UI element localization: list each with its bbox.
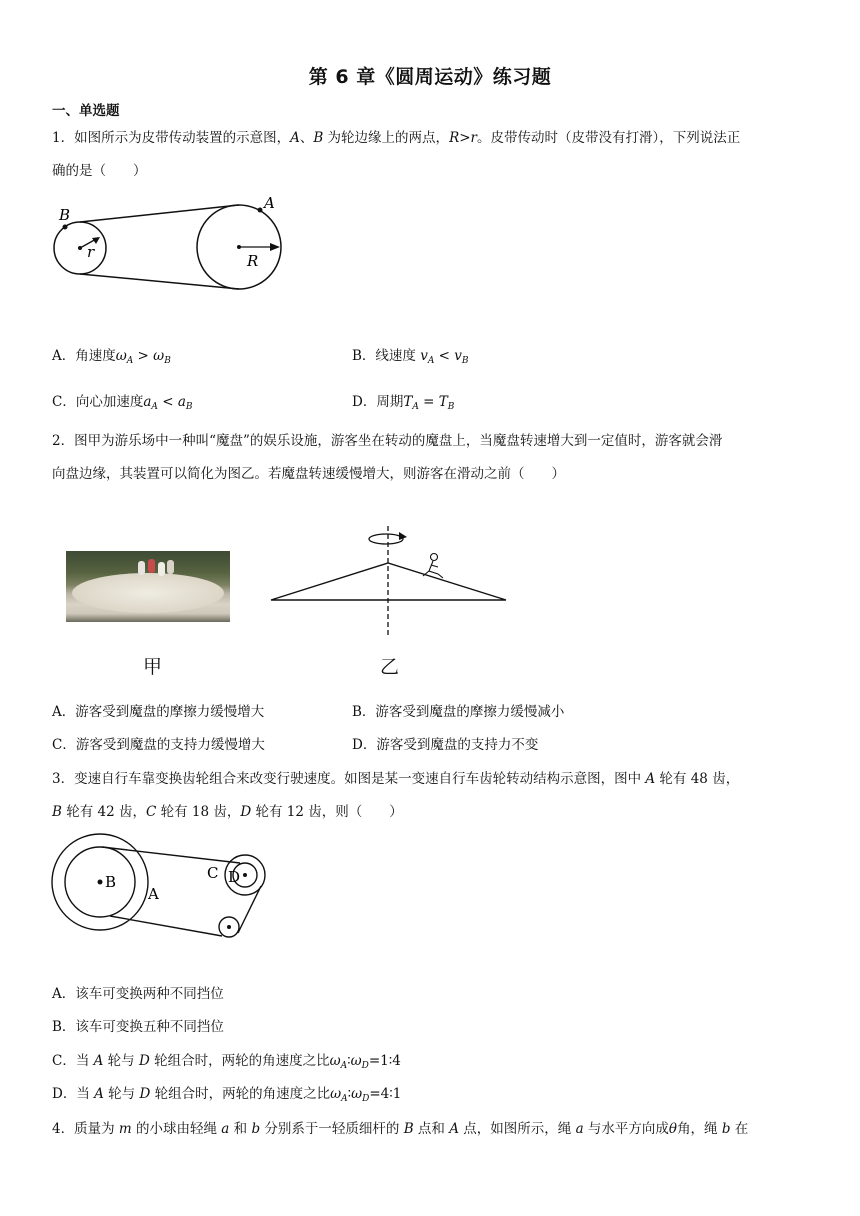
q4-stem-line1: 4．质量为 m 的小球由轻绳 a 和 b 分别系于一轻质细杆的 B 点和 A 点，如图所示，绳 a 与水平方向成θ角，绳 b 在 [52, 1121, 749, 1137]
chain-bottom [110, 916, 222, 936]
q1-stem-line2: 确的是（ ） [52, 163, 147, 179]
chain-return [238, 886, 261, 933]
section-heading: 一、单选题 [52, 103, 120, 119]
q1-option-c[interactable]: C．向心加速度$a_A < a_B$ [52, 394, 193, 412]
q1-stem-line1: 1．如图所示为皮带传动装置的示意图，A、B 为轮边缘上的两点，R>r。皮带传动时（皮带没有打滑），下列说法正 [52, 130, 741, 146]
q3-stem-line2: B 轮有 42 齿，C 轮有 18 齿，D 轮有 12 齿，则（ ） [52, 804, 403, 820]
label-gear-D: D [228, 868, 241, 886]
radius-R-arrowhead [270, 243, 280, 251]
q3-gear-diagram [50, 832, 280, 942]
caption-yi: 乙 [380, 656, 400, 678]
magic-disc-photo [66, 551, 230, 622]
q1-option-a[interactable]: A．角速度$\omega_A > \omega_B$ [52, 348, 171, 366]
label-gear-C: C [207, 864, 219, 882]
page-title: 第 6 章《圆周运动》练习题 [308, 66, 552, 88]
q2-stem-line2: 向盘边缘，其装置可以简化为图乙。若魔盘转速缓慢增大，则游客在滑动之前（ ） [52, 466, 565, 482]
tensioner-center [227, 925, 231, 929]
q2-option-c[interactable]: C．游客受到魔盘的支持力缓慢增大 [52, 737, 265, 753]
point-b-dot [63, 225, 68, 230]
q3-stem-line1: 3．变速自行车靠变换齿轮组合来改变行驶速度。如图是某一变速自行车齿轮转动结构示意图，图中 A 轮有 48 齿， [52, 771, 740, 787]
label-B: B [59, 206, 71, 224]
gear-b-center [98, 880, 103, 885]
q2-option-b[interactable]: B．游客受到魔盘的摩擦力缓慢减小 [352, 704, 565, 720]
q3-option-d[interactable]: D．当 A 轮与 D 轮组合时，两轮的角速度之比$\omega_A∶\omega_D=4∶1$ [52, 1086, 402, 1104]
q2-stem-line1: 2．图甲为游乐场中一种叫“魔盘”的娱乐设施，游客坐在转动的魔盘上，当魔盘转速增大到一定值时，游客就会滑 [52, 433, 723, 449]
label-r: r [87, 243, 95, 261]
point-a-dot [258, 208, 263, 213]
q3-option-a[interactable]: A．该车可变换两种不同挡位 [52, 986, 224, 1002]
label-R: R [247, 252, 259, 270]
q1-option-b[interactable]: B．线速度 $v_A < v_B$ [352, 348, 469, 366]
q3-option-b[interactable]: B．该车可变换五种不同挡位 [52, 1019, 224, 1035]
label-gear-B: B [105, 873, 117, 891]
belt-top [80, 205, 239, 222]
magic-disc-diagram [268, 526, 513, 641]
q2-option-d[interactable]: D．游客受到魔盘的支持力不变 [352, 737, 539, 753]
q3-option-c[interactable]: C．当 A 轮与 D 轮组合时，两轮的角速度之比$\omega_A∶\omega_D=1∶4$ [52, 1053, 401, 1071]
q2-option-a[interactable]: A．游客受到魔盘的摩擦力缓慢增大 [52, 704, 265, 720]
label-gear-A: A [148, 885, 159, 903]
q1-belt-diagram [50, 194, 290, 300]
rotation-arrow [369, 534, 403, 544]
gear-d-center [243, 873, 247, 877]
rider-head [431, 554, 438, 561]
q1-option-d[interactable]: D．周期$T_A = T_B$ [352, 394, 455, 412]
caption-jia: 甲 [143, 656, 163, 678]
label-A: A [264, 194, 275, 212]
